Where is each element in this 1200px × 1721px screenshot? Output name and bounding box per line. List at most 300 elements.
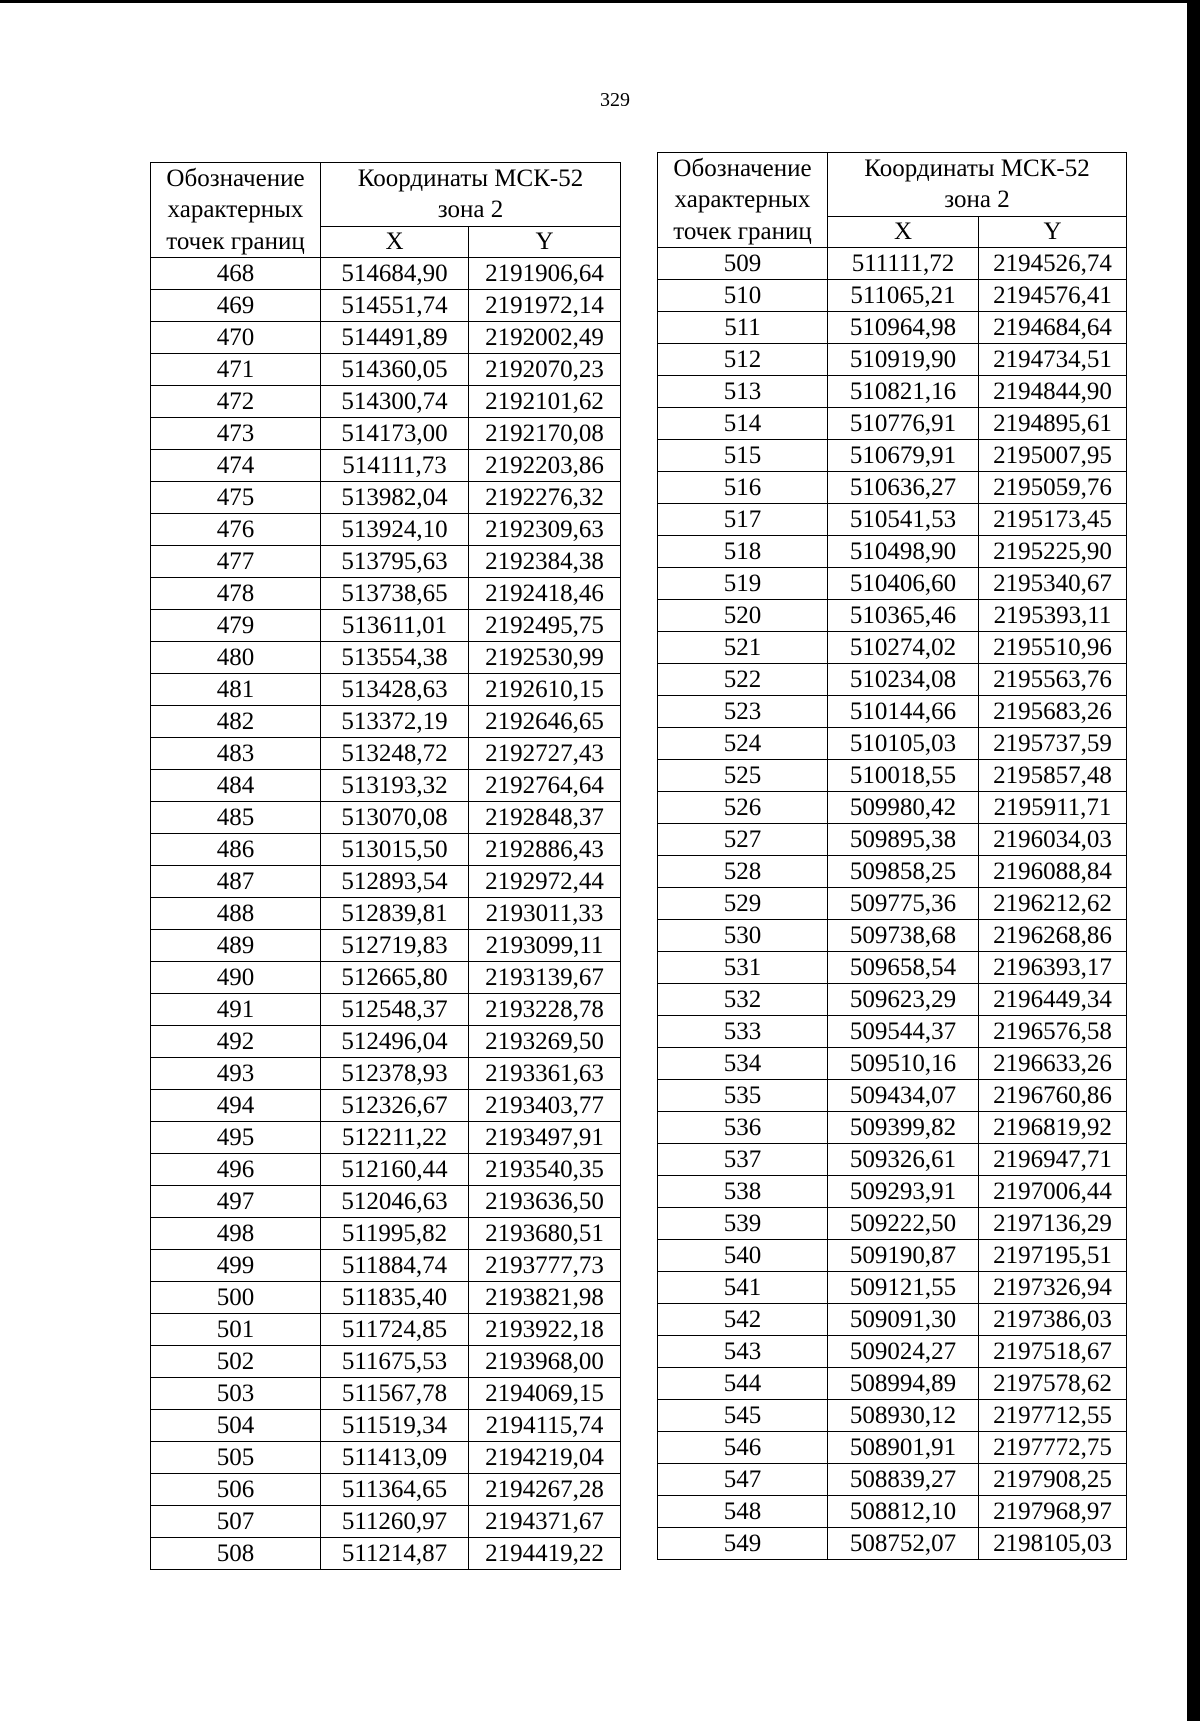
y-coordinate-cell: 2197006,44 (979, 1175, 1127, 1207)
y-coordinate-cell: 2197772,75 (979, 1431, 1127, 1463)
x-coordinate-cell: 513070,08 (321, 801, 469, 833)
point-number-cell: 497 (151, 1185, 321, 1217)
y-coordinate-cell: 2196819,92 (979, 1111, 1127, 1143)
point-number-cell: 529 (658, 887, 828, 919)
point-number-cell: 475 (151, 481, 321, 513)
y-coordinate-cell: 2192170,08 (469, 417, 621, 449)
point-number-cell: 473 (151, 417, 321, 449)
point-number-cell: 520 (658, 599, 828, 631)
point-number-cell: 545 (658, 1399, 828, 1431)
table-row (658, 631, 1127, 663)
y-coordinate-cell: 2194115,74 (469, 1409, 621, 1441)
table-row (658, 439, 1127, 471)
table-row (658, 1431, 1127, 1463)
point-number-cell: 518 (658, 535, 828, 567)
table-row (658, 1015, 1127, 1047)
y-coordinate-cell: 2192972,44 (469, 865, 621, 897)
y-coordinate-cell: 2194734,51 (979, 343, 1127, 375)
table-row (658, 1143, 1127, 1175)
table-row (151, 833, 621, 865)
x-coordinate-cell: 511884,74 (321, 1249, 469, 1281)
page-number: 329 (600, 89, 630, 111)
point-number-cell: 500 (151, 1281, 321, 1313)
x-coordinate-cell: 513924,10 (321, 513, 469, 545)
y-coordinate-cell: 2195393,11 (979, 599, 1127, 631)
point-number-cell: 543 (658, 1335, 828, 1367)
point-number-cell: 486 (151, 833, 321, 865)
point-number-cell: 474 (151, 449, 321, 481)
x-coordinate-cell: 510679,91 (828, 439, 979, 471)
table-row (151, 801, 621, 833)
point-number-cell: 524 (658, 727, 828, 759)
x-coordinate-cell: 509623,29 (828, 983, 979, 1015)
x-coordinate-cell: 508930,12 (828, 1399, 979, 1431)
point-number-cell: 519 (658, 567, 828, 599)
point-number-cell: 472 (151, 385, 321, 417)
x-coordinate-cell: 514684,90 (321, 257, 469, 289)
x-coordinate-cell: 509091,30 (828, 1303, 979, 1335)
y-coordinate-cell: 2196760,86 (979, 1079, 1127, 1111)
y-coordinate-cell: 2194684,64 (979, 311, 1127, 343)
y-coordinate-cell: 2196034,03 (979, 823, 1127, 855)
x-coordinate-cell: 511724,85 (321, 1313, 469, 1345)
y-coordinate-cell: 2194576,41 (979, 279, 1127, 311)
x-coordinate-cell: 512496,04 (321, 1025, 469, 1057)
y-coordinate-cell: 2194844,90 (979, 375, 1127, 407)
x-coordinate-cell: 509121,55 (828, 1271, 979, 1303)
table-row (658, 471, 1127, 503)
point-number-cell: 498 (151, 1217, 321, 1249)
point-number-cell: 478 (151, 577, 321, 609)
x-coordinate-cell: 509222,50 (828, 1207, 979, 1239)
point-number-cell: 534 (658, 1047, 828, 1079)
x-coordinate-cell: 513372,19 (321, 705, 469, 737)
y-coordinate-cell: 2197518,67 (979, 1335, 1127, 1367)
table-row (151, 449, 621, 481)
y-coordinate-cell: 2196212,62 (979, 887, 1127, 919)
x-coordinate-cell: 511065,21 (828, 279, 979, 311)
x-coordinate-cell: 511835,40 (321, 1281, 469, 1313)
y-coordinate-cell: 2193777,73 (469, 1249, 621, 1281)
y-coordinate-cell: 2197968,97 (979, 1495, 1127, 1527)
x-coordinate-cell: 513428,63 (321, 673, 469, 705)
point-number-cell: 513 (658, 375, 828, 407)
x-coordinate-cell: 510144,66 (828, 695, 979, 727)
table-row (151, 385, 621, 417)
y-coordinate-cell: 2193361,63 (469, 1057, 621, 1089)
y-coordinate-cell: 2192530,99 (469, 641, 621, 673)
x-coordinate-cell: 511567,78 (321, 1377, 469, 1409)
x-coordinate-cell: 511995,82 (321, 1217, 469, 1249)
x-coordinate-cell: 509895,38 (828, 823, 979, 855)
y-coordinate-cell: 2192384,38 (469, 545, 621, 577)
header-y: Y (469, 226, 621, 257)
y-coordinate-cell: 2196947,71 (979, 1143, 1127, 1175)
x-coordinate-cell: 513795,63 (321, 545, 469, 577)
header-point-designation: Обозначение характерных точек границ (658, 153, 828, 248)
table-row (151, 609, 621, 641)
point-number-cell: 541 (658, 1271, 828, 1303)
x-coordinate-cell: 512160,44 (321, 1153, 469, 1185)
point-number-cell: 536 (658, 1111, 828, 1143)
y-coordinate-cell: 2195510,96 (979, 631, 1127, 663)
point-number-cell: 479 (151, 609, 321, 641)
table-row (658, 1079, 1127, 1111)
y-coordinate-cell: 2195007,95 (979, 439, 1127, 471)
table-row (658, 1527, 1127, 1559)
y-coordinate-cell: 2195857,48 (979, 759, 1127, 791)
table-row (658, 503, 1127, 535)
x-coordinate-cell: 508812,10 (828, 1495, 979, 1527)
point-number-cell: 503 (151, 1377, 321, 1409)
table-row (658, 951, 1127, 983)
table-row (151, 929, 621, 961)
header-point-designation: Обозначение характерных точек границ (151, 163, 321, 258)
point-number-cell: 540 (658, 1239, 828, 1271)
point-number-cell: 469 (151, 289, 321, 321)
x-coordinate-cell: 512548,37 (321, 993, 469, 1025)
point-number-cell: 530 (658, 919, 828, 951)
scan-border-right (1187, 0, 1200, 1721)
y-coordinate-cell: 2196449,34 (979, 983, 1127, 1015)
point-number-cell: 490 (151, 961, 321, 993)
y-coordinate-cell: 2194371,67 (469, 1505, 621, 1537)
table-row (151, 1153, 621, 1185)
table-row (658, 983, 1127, 1015)
point-number-cell: 514 (658, 407, 828, 439)
table-row (151, 1025, 621, 1057)
y-coordinate-cell: 2192495,75 (469, 609, 621, 641)
point-number-cell: 544 (658, 1367, 828, 1399)
table-row (658, 407, 1127, 439)
x-coordinate-cell: 513554,38 (321, 641, 469, 673)
y-coordinate-cell: 2193011,33 (469, 897, 621, 929)
x-coordinate-cell: 513611,01 (321, 609, 469, 641)
table-row (658, 247, 1127, 279)
x-coordinate-cell: 514300,74 (321, 385, 469, 417)
table-row (658, 1111, 1127, 1143)
point-number-cell: 492 (151, 1025, 321, 1057)
x-coordinate-cell: 511111,72 (828, 247, 979, 279)
x-coordinate-cell: 509434,07 (828, 1079, 979, 1111)
y-coordinate-cell: 2191906,64 (469, 257, 621, 289)
x-coordinate-cell: 511214,87 (321, 1537, 469, 1569)
point-number-cell: 504 (151, 1409, 321, 1441)
x-coordinate-cell: 510498,90 (828, 535, 979, 567)
x-coordinate-cell: 510636,27 (828, 471, 979, 503)
point-number-cell: 548 (658, 1495, 828, 1527)
table-row (151, 1057, 621, 1089)
table-row (658, 1335, 1127, 1367)
table-row (151, 1089, 621, 1121)
point-number-cell: 495 (151, 1121, 321, 1153)
table-row (658, 855, 1127, 887)
x-coordinate-cell: 510274,02 (828, 631, 979, 663)
x-coordinate-cell: 508994,89 (828, 1367, 979, 1399)
point-number-cell: 496 (151, 1153, 321, 1185)
y-coordinate-cell: 2197712,55 (979, 1399, 1127, 1431)
table-row (658, 791, 1127, 823)
table-row (658, 1367, 1127, 1399)
point-number-cell: 523 (658, 695, 828, 727)
x-coordinate-cell: 509775,36 (828, 887, 979, 919)
x-coordinate-cell: 510964,98 (828, 311, 979, 343)
point-number-cell: 485 (151, 801, 321, 833)
y-coordinate-cell: 2193540,35 (469, 1153, 621, 1185)
y-coordinate-cell: 2195173,45 (979, 503, 1127, 535)
point-number-cell: 491 (151, 993, 321, 1025)
table-row (658, 1175, 1127, 1207)
table-row (151, 1313, 621, 1345)
point-number-cell: 517 (658, 503, 828, 535)
point-number-cell: 488 (151, 897, 321, 929)
point-number-cell: 471 (151, 353, 321, 385)
table-row (658, 567, 1127, 599)
point-number-cell: 537 (658, 1143, 828, 1175)
y-coordinate-cell: 2195340,67 (979, 567, 1127, 599)
x-coordinate-cell: 512665,80 (321, 961, 469, 993)
table-row (658, 823, 1127, 855)
y-coordinate-cell: 2195225,90 (979, 535, 1127, 567)
table-row (151, 769, 621, 801)
table-row (658, 887, 1127, 919)
table-row (151, 417, 621, 449)
x-coordinate-cell: 510541,53 (828, 503, 979, 535)
y-coordinate-cell: 2196393,17 (979, 951, 1127, 983)
x-coordinate-cell: 513015,50 (321, 833, 469, 865)
y-coordinate-cell: 2197195,51 (979, 1239, 1127, 1271)
y-coordinate-cell: 2194526,74 (979, 247, 1127, 279)
point-number-cell: 547 (658, 1463, 828, 1495)
table-row (151, 545, 621, 577)
x-coordinate-cell: 508752,07 (828, 1527, 979, 1559)
point-number-cell: 481 (151, 673, 321, 705)
table-row (151, 705, 621, 737)
y-coordinate-cell: 2192886,43 (469, 833, 621, 865)
y-coordinate-cell: 2195563,76 (979, 663, 1127, 695)
y-coordinate-cell: 2192309,63 (469, 513, 621, 545)
x-coordinate-cell: 513248,72 (321, 737, 469, 769)
table-row (151, 897, 621, 929)
table-row (151, 1505, 621, 1537)
point-number-cell: 539 (658, 1207, 828, 1239)
y-coordinate-cell: 2194895,61 (979, 407, 1127, 439)
x-coordinate-cell: 514551,74 (321, 289, 469, 321)
x-coordinate-cell: 512211,22 (321, 1121, 469, 1153)
x-coordinate-cell: 509980,42 (828, 791, 979, 823)
y-coordinate-cell: 2194219,04 (469, 1441, 621, 1473)
y-coordinate-cell: 2193403,77 (469, 1089, 621, 1121)
table-row (658, 919, 1127, 951)
point-number-cell: 494 (151, 1089, 321, 1121)
x-coordinate-cell: 512719,83 (321, 929, 469, 961)
table-row (151, 737, 621, 769)
table-row (151, 289, 621, 321)
point-number-cell: 525 (658, 759, 828, 791)
point-number-cell: 521 (658, 631, 828, 663)
table-row (658, 695, 1127, 727)
y-coordinate-cell: 2193821,98 (469, 1281, 621, 1313)
point-number-cell: 508 (151, 1537, 321, 1569)
table-row (151, 513, 621, 545)
table-row (151, 1409, 621, 1441)
table-row (151, 1345, 621, 1377)
table-row (151, 1281, 621, 1313)
y-coordinate-cell: 2197578,62 (979, 1367, 1127, 1399)
x-coordinate-cell: 508901,91 (828, 1431, 979, 1463)
y-coordinate-cell: 2195059,76 (979, 471, 1127, 503)
table-row (151, 1121, 621, 1153)
y-coordinate-cell: 2192203,86 (469, 449, 621, 481)
x-coordinate-cell: 513982,04 (321, 481, 469, 513)
x-coordinate-cell: 510821,16 (828, 375, 979, 407)
point-number-cell: 484 (151, 769, 321, 801)
y-coordinate-cell: 2196268,86 (979, 919, 1127, 951)
x-coordinate-cell: 510365,46 (828, 599, 979, 631)
point-number-cell: 526 (658, 791, 828, 823)
table-row (658, 279, 1127, 311)
table-row (151, 257, 621, 289)
table-row (151, 641, 621, 673)
table-row (658, 727, 1127, 759)
x-coordinate-cell: 510105,03 (828, 727, 979, 759)
y-coordinate-cell: 2192610,15 (469, 673, 621, 705)
y-coordinate-cell: 2193968,00 (469, 1345, 621, 1377)
point-number-cell: 515 (658, 439, 828, 471)
point-number-cell: 489 (151, 929, 321, 961)
table-row (658, 311, 1127, 343)
point-number-cell: 533 (658, 1015, 828, 1047)
header-x: X (321, 226, 469, 257)
x-coordinate-cell: 510234,08 (828, 663, 979, 695)
y-coordinate-cell: 2193099,11 (469, 929, 621, 961)
x-coordinate-cell: 509510,16 (828, 1047, 979, 1079)
x-coordinate-cell: 512046,63 (321, 1185, 469, 1217)
point-number-cell: 468 (151, 257, 321, 289)
y-coordinate-cell: 2192070,23 (469, 353, 621, 385)
table-row (658, 1239, 1127, 1271)
table-row (658, 1463, 1127, 1495)
x-coordinate-cell: 508839,27 (828, 1463, 979, 1495)
table-row (658, 1399, 1127, 1431)
y-coordinate-cell: 2194267,28 (469, 1473, 621, 1505)
x-coordinate-cell: 509738,68 (828, 919, 979, 951)
header-coordinates: Координаты МСК-52 зона 2 (828, 153, 1127, 217)
table-row (151, 673, 621, 705)
x-coordinate-cell: 512378,93 (321, 1057, 469, 1089)
x-coordinate-cell: 509858,25 (828, 855, 979, 887)
point-number-cell: 507 (151, 1505, 321, 1537)
point-number-cell: 546 (658, 1431, 828, 1463)
table-row (658, 663, 1127, 695)
table-row (658, 1495, 1127, 1527)
table-row (658, 343, 1127, 375)
point-number-cell: 532 (658, 983, 828, 1015)
point-number-cell: 487 (151, 865, 321, 897)
table-row (658, 1303, 1127, 1335)
y-coordinate-cell: 2198105,03 (979, 1527, 1127, 1559)
point-number-cell: 542 (658, 1303, 828, 1335)
y-coordinate-cell: 2194069,15 (469, 1377, 621, 1409)
point-number-cell: 509 (658, 247, 828, 279)
x-coordinate-cell: 509544,37 (828, 1015, 979, 1047)
y-coordinate-cell: 2196088,84 (979, 855, 1127, 887)
x-coordinate-cell: 509658,54 (828, 951, 979, 983)
table-row (658, 599, 1127, 631)
table-row (151, 993, 621, 1025)
x-coordinate-cell: 510406,60 (828, 567, 979, 599)
table-row (151, 353, 621, 385)
point-number-cell: 535 (658, 1079, 828, 1111)
y-coordinate-cell: 2193497,91 (469, 1121, 621, 1153)
y-coordinate-cell: 2195683,26 (979, 695, 1127, 727)
y-coordinate-cell: 2196576,58 (979, 1015, 1127, 1047)
coordinates-table-left (150, 162, 621, 1570)
y-coordinate-cell: 2192764,64 (469, 769, 621, 801)
table-row (658, 535, 1127, 567)
x-coordinate-cell: 509326,61 (828, 1143, 979, 1175)
point-number-cell: 499 (151, 1249, 321, 1281)
point-number-cell: 477 (151, 545, 321, 577)
y-coordinate-cell: 2191972,14 (469, 289, 621, 321)
x-coordinate-cell: 514360,05 (321, 353, 469, 385)
table-row (151, 865, 621, 897)
x-coordinate-cell: 514111,73 (321, 449, 469, 481)
x-coordinate-cell: 509293,91 (828, 1175, 979, 1207)
table-row (151, 1441, 621, 1473)
point-number-cell: 501 (151, 1313, 321, 1345)
point-number-cell: 531 (658, 951, 828, 983)
point-number-cell: 516 (658, 471, 828, 503)
point-number-cell: 522 (658, 663, 828, 695)
table-row (151, 577, 621, 609)
y-coordinate-cell: 2192101,62 (469, 385, 621, 417)
y-coordinate-cell: 2193139,67 (469, 961, 621, 993)
point-number-cell: 470 (151, 321, 321, 353)
table-row (151, 321, 621, 353)
x-coordinate-cell: 514491,89 (321, 321, 469, 353)
y-coordinate-cell: 2192002,49 (469, 321, 621, 353)
table-row (151, 481, 621, 513)
y-coordinate-cell: 2192646,65 (469, 705, 621, 737)
x-coordinate-cell: 511413,09 (321, 1441, 469, 1473)
point-number-cell: 506 (151, 1473, 321, 1505)
y-coordinate-cell: 2197908,25 (979, 1463, 1127, 1495)
y-coordinate-cell: 2195737,59 (979, 727, 1127, 759)
table-row (658, 1207, 1127, 1239)
x-coordinate-cell: 514173,00 (321, 417, 469, 449)
x-coordinate-cell: 512839,81 (321, 897, 469, 929)
point-number-cell: 527 (658, 823, 828, 855)
table-row (151, 1537, 621, 1569)
x-coordinate-cell: 513193,32 (321, 769, 469, 801)
table-row (658, 1271, 1127, 1303)
point-number-cell: 480 (151, 641, 321, 673)
y-coordinate-cell: 2193228,78 (469, 993, 621, 1025)
point-number-cell: 549 (658, 1527, 828, 1559)
x-coordinate-cell: 511519,34 (321, 1409, 469, 1441)
table-row (658, 375, 1127, 407)
x-coordinate-cell: 509399,82 (828, 1111, 979, 1143)
point-number-cell: 528 (658, 855, 828, 887)
point-number-cell: 512 (658, 343, 828, 375)
table-row (658, 1047, 1127, 1079)
x-coordinate-cell: 510919,90 (828, 343, 979, 375)
point-number-cell: 493 (151, 1057, 321, 1089)
table-row (151, 1217, 621, 1249)
y-coordinate-cell: 2195911,71 (979, 791, 1127, 823)
point-number-cell: 482 (151, 705, 321, 737)
